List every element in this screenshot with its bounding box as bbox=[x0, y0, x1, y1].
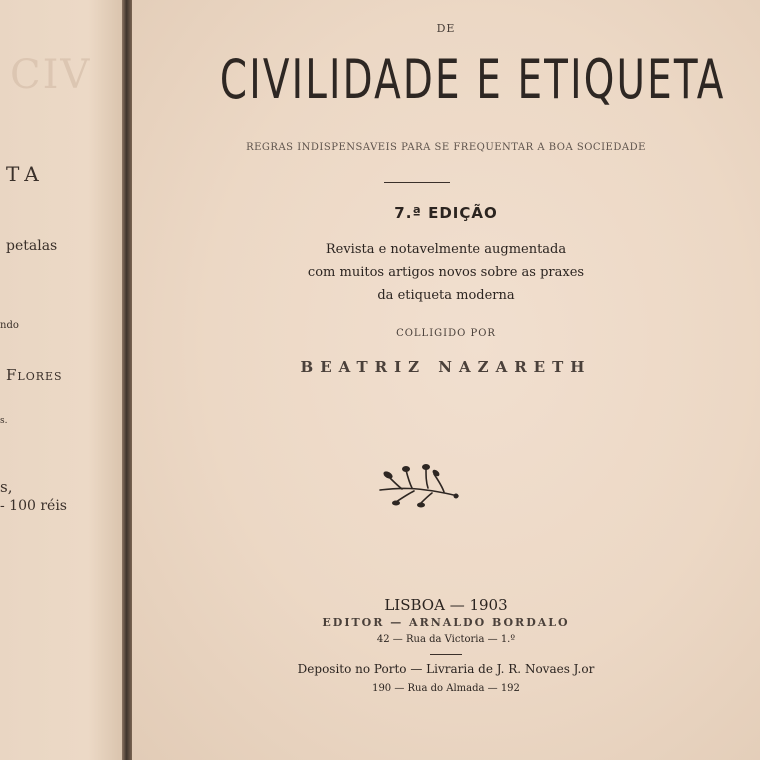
floral-ornament-icon bbox=[376, 462, 462, 508]
edition-description-line: Revista e notavelmente augmentada bbox=[325, 242, 567, 257]
left-page-line: s. bbox=[0, 416, 8, 426]
left-page-line: TA bbox=[6, 162, 45, 186]
left-page bbox=[0, 0, 126, 760]
edition-description-line: com muitos artigos novos sobre as praxes bbox=[307, 265, 585, 280]
author-name: BEATRIZ NAZARETH bbox=[300, 358, 592, 376]
edition-description-line: da etiqueta moderna bbox=[377, 288, 515, 303]
left-page-line: Flores bbox=[6, 366, 63, 384]
porto-deposit: Deposito no Porto — Livraria de J. R. Novaes J.or bbox=[297, 662, 595, 676]
title-preposition: DE bbox=[436, 22, 456, 35]
title-divider bbox=[384, 182, 450, 183]
imprint-divider bbox=[430, 654, 462, 655]
left-page-line: ndo bbox=[0, 320, 19, 331]
compiled-by-label: COLLIGIDO POR bbox=[396, 328, 496, 339]
left-page-line: s, bbox=[0, 478, 13, 496]
left-page-line: - 100 réis bbox=[0, 498, 67, 514]
city-year: LISBOA — 1903 bbox=[384, 596, 508, 614]
book-subtitle: REGRAS INDISPENSAVEIS PARA SE FREQUENTAR A BOA SOCIEDADE bbox=[246, 142, 646, 153]
publisher: EDITOR — ARNALDO BORDALO bbox=[322, 616, 570, 629]
book-gutter bbox=[122, 0, 132, 760]
publisher-address: 42 — Rua da Victoria — 1.º bbox=[376, 634, 516, 645]
book-title: CIVILIDADE E ETIQUETA bbox=[219, 48, 726, 111]
porto-deposit-address: 190 — Rua do Almada — 192 bbox=[372, 683, 520, 694]
title-page bbox=[132, 0, 760, 760]
edition-label: 7.ª EDIÇÃO bbox=[394, 204, 498, 222]
left-page-ghost-text: CIV bbox=[10, 52, 92, 98]
left-page-line: petalas bbox=[6, 238, 58, 254]
